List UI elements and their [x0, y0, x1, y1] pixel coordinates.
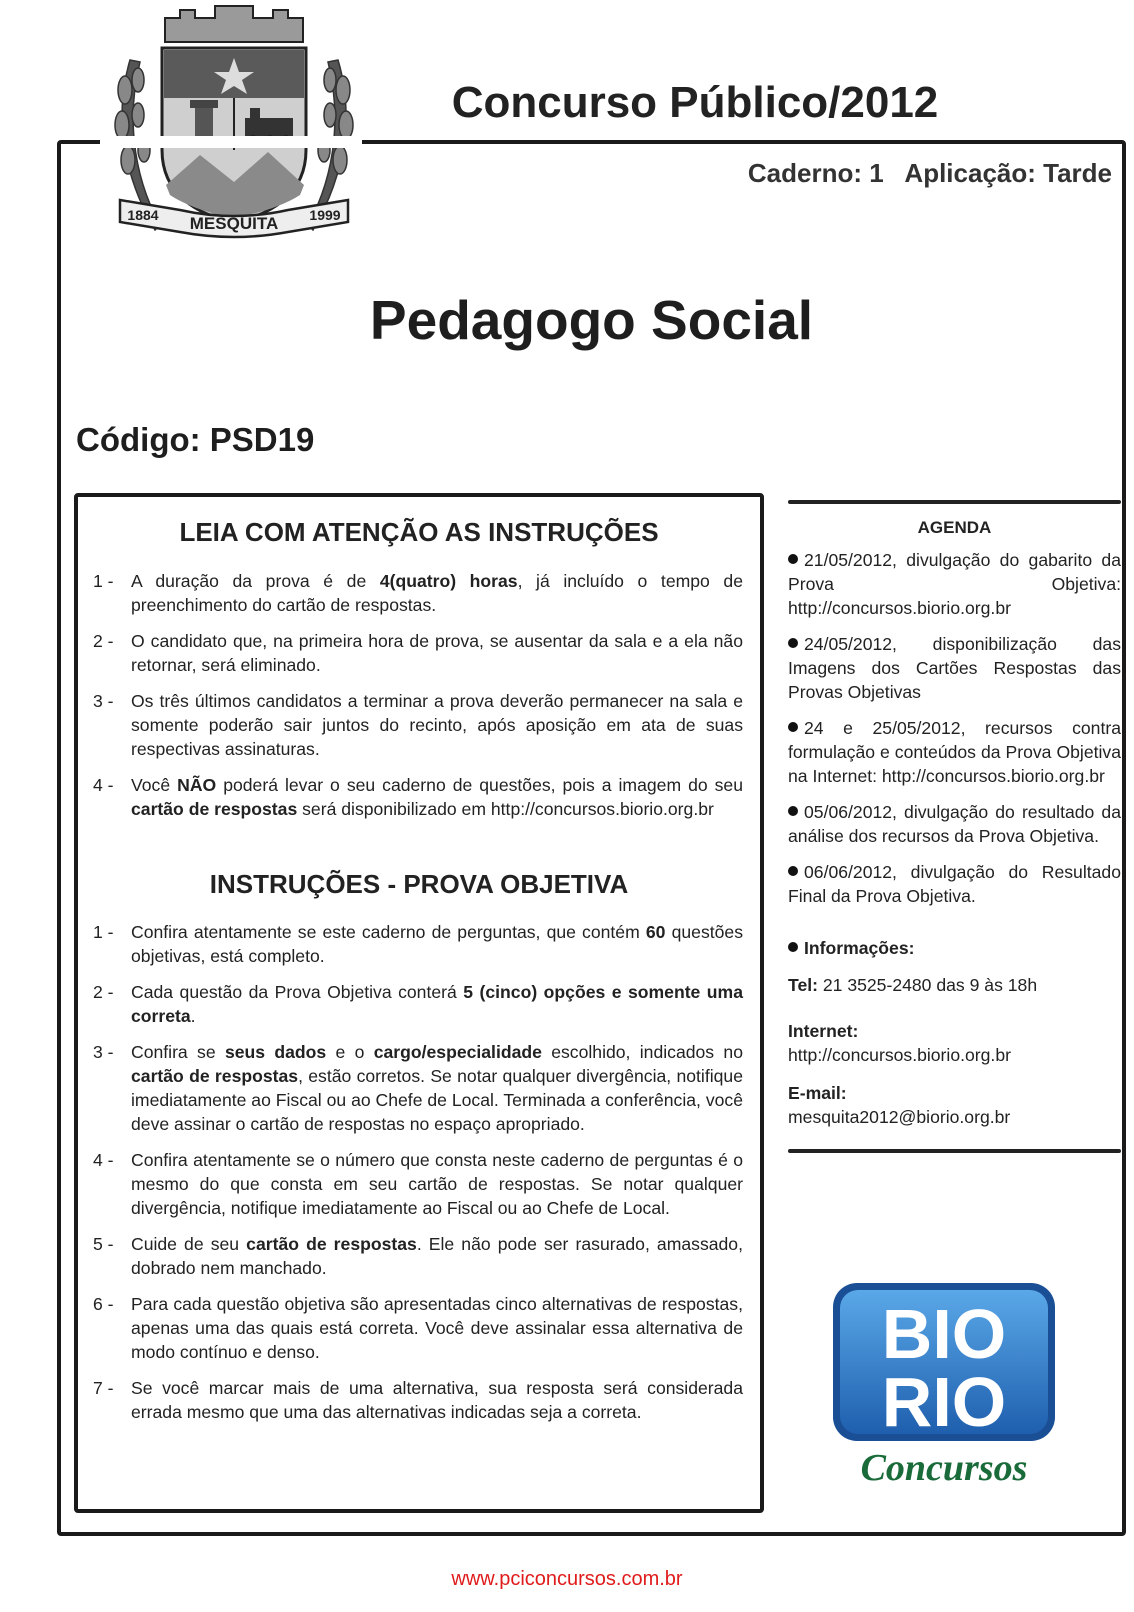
footer-link[interactable]: www.pciconcursos.com.br — [451, 1568, 683, 1590]
bullet-icon — [788, 866, 798, 876]
list-item: 5 - Cuide de seu cartão de respostas. Ele não pode ser rasurado, amassado, dobrado nem manchado. — [93, 1234, 743, 1278]
crest-year-left: 1884 — [127, 207, 159, 223]
list-item: 4 - Você NÃO poderá levar o seu caderno de questões, pois a imagem do seu cartão de respostas será disponibilizado em http://concursos.biorio.org.br — [93, 775, 743, 819]
instructions-heading: LEIA COM ATENÇÃO AS INSTRUÇÕES — [179, 517, 659, 547]
bullet-icon — [788, 942, 798, 952]
list-item: 2 - Cada questão da Prova Objetiva conterá 5 (cinco) opções e somente uma correta. — [93, 982, 743, 1026]
crest-banner: MESQUITA — [189, 214, 279, 233]
list-item: 1 - Confira atentamente se este caderno de perguntas, que contém 60 questões objetivas, está completo. — [93, 922, 744, 966]
caderno-application: Caderno: 1 Aplicação: Tarde — [747, 158, 1112, 188]
logo-rio: RIO — [881, 1363, 1007, 1441]
bullet-icon — [788, 554, 798, 564]
bullet-icon — [788, 806, 798, 816]
bullet-icon — [788, 722, 798, 732]
exam-code: Código: PSD19 — [76, 421, 315, 458]
logo-bio: BIO — [881, 1295, 1007, 1373]
instructions-list — [93, 569, 743, 833]
list-item: 4 - Confira atentamente se o número que consta neste caderno de perguntas é o mesmo do que consta em seu cartão de respostas. Se notar qualquer divergência, notifique imediatamente ao Fiscal ou ao Chefe de Local. — [93, 1150, 743, 1218]
divider — [788, 1149, 1121, 1153]
bullet-icon — [788, 638, 798, 648]
info-email-link[interactable]: mesquita2012@biorio.org.br — [788, 1107, 1011, 1127]
list-item: 3 - Os três últimos candidatos a terminar a prova deverão permanecer na sala e somente poderão sair juntos do recinto, após aposição em ata de suas respectivas assinaturas. — [93, 691, 743, 759]
divider — [788, 500, 1121, 504]
sidebar — [788, 500, 1121, 1153]
agenda-item: 21/05/2012, divulgação do gabarito da Prova Objetiva: http://concursos.biorio.org.br — [788, 550, 1121, 618]
agenda-item: 06/06/2012, divulgação do Resultado Final da Prova Objetiva. — [788, 862, 1121, 906]
info-internet-label: Internet: — [788, 1021, 859, 1041]
agenda-item: 05/06/2012, divulgação do resultado da análise dos recursos da Prova Objetiva. — [788, 802, 1121, 846]
biorio-logo-icon — [830, 1280, 1065, 1495]
list-item: 1 - A duração da prova é de 4(quatro) horas, já incluído o tempo de preenchimento do cartão de respostas. — [93, 571, 743, 615]
info-tel: Tel: 21 3525-2480 das 9 às 18h — [788, 975, 1038, 995]
list-item: 2 - O candidato que, na primeira hora de prova, se ausentar da sala e a ela não retornar, será eliminado. — [93, 631, 743, 675]
info-internet-link[interactable]: http://concursos.biorio.org.br — [788, 1045, 1011, 1065]
instructions-box — [74, 493, 764, 1513]
exam-title: Pedagogo Social — [369, 289, 814, 351]
list-item: 6 - Para cada questão objetiva são apresentadas cinco alternativas de respostas, apenas uma das quais está correta. Você deve assinalar essa alternativa de modo contínuo e denso. — [93, 1294, 743, 1362]
objective-heading: INSTRUÇÕES - PROVA OBJETIVA — [209, 869, 629, 899]
crest-year-right: 1999 — [309, 207, 341, 223]
list-item: 7 - Se você marcar mais de uma alternativa, sua resposta será considerada errada mesmo que uma das alternativas indicadas seja a correta. — [93, 1378, 743, 1422]
info-email-label: E-mail: — [788, 1083, 847, 1103]
agenda-item: 24 e 25/05/2012, recursos contra formulação e conteúdos da Prova Objetiva na Internet: http://concursos.biorio.org.br — [788, 718, 1121, 786]
agenda-item: 24/05/2012, disponibilização das Imagens dos Cartões Respostas das Provas Objetivas — [788, 634, 1121, 702]
page-title: Concurso Público/2012 — [451, 78, 939, 127]
info-heading: Informações: — [788, 938, 1121, 959]
objective-list — [93, 920, 743, 1436]
agenda-title: AGENDA — [917, 518, 992, 537]
logo-tagline: Concursos — [860, 1447, 1028, 1489]
list-item: 3 - Confira se seus dados e o cargo/especialidade escolhido, indicados no cartão de respostas, estão corretos. Se notar qualquer divergência, notifique imediatamente ao Fiscal ou ao Chefe de Local. Terminada a conferência, você deve assinar o cartão de respostas no espaço apropriado. — [93, 1042, 743, 1134]
